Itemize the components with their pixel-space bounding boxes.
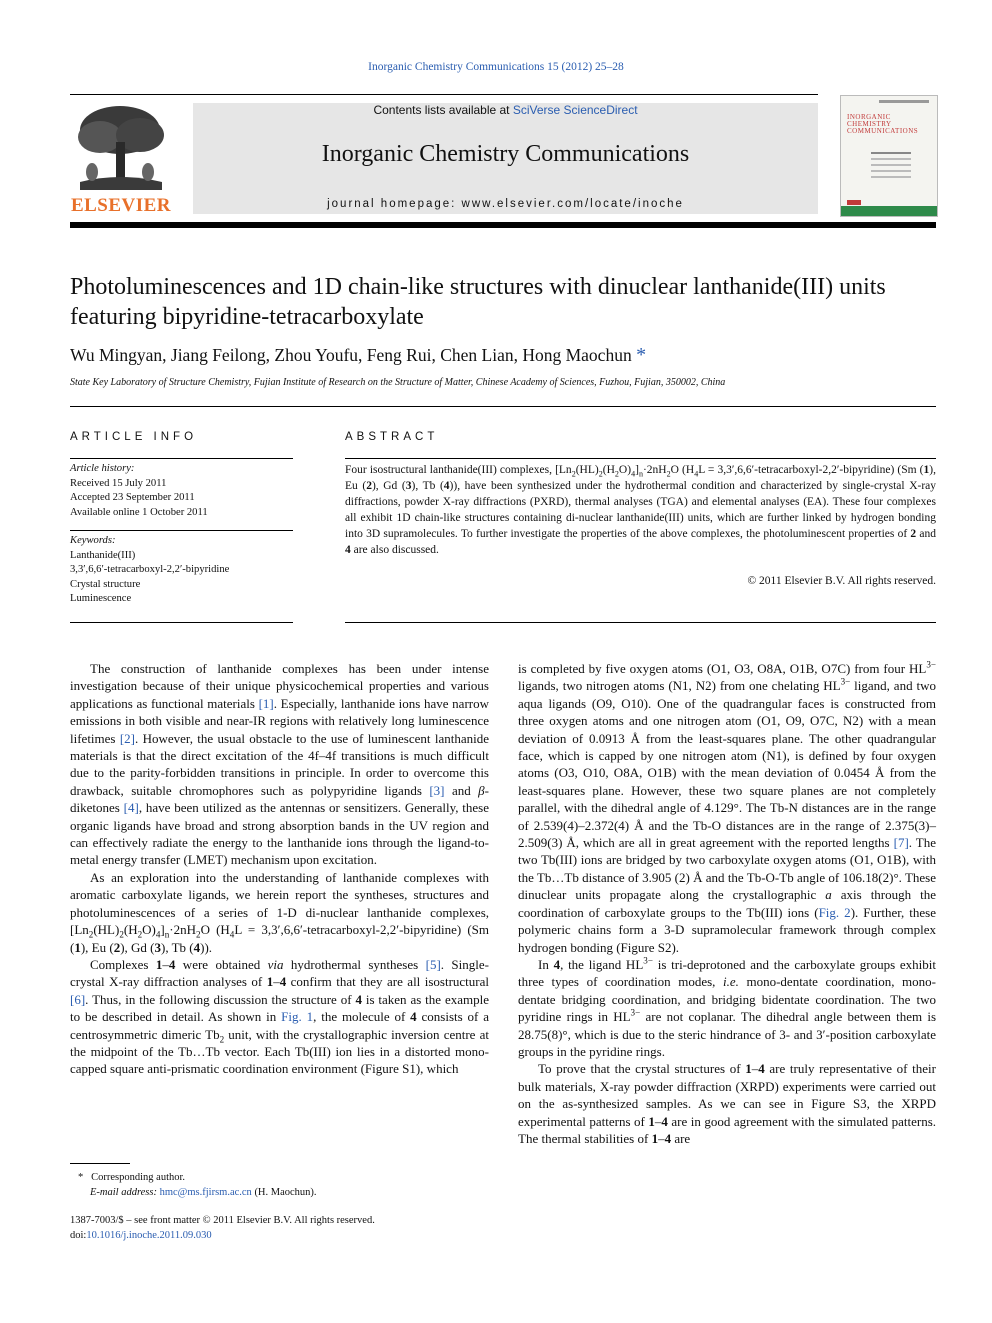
article-info-rule-mid: [70, 530, 293, 531]
bottom-info: [70, 1213, 570, 1243]
journal-cover-thumbnail: [840, 95, 938, 217]
keyword-item: Lanthanide(III): [70, 549, 136, 561]
body-paragraph: In 4, the ligand $HL^{3-}$ is tri-deprotoned and the carboxylate groups exhibit three types of coordination modes, i.e. mono-dentate coordination, mono-dentate bridging coordination, and bridging bidentate coordination. The two pyridine rings in $HL^{3-}$ are not coplanar. The dihedral angle between them is 28.75(8)°, which is due to the steric hindrance of 3- and 3′-position carboxylate groups in the pyridine rings.: [518, 955, 937, 1059]
article-info-rule-bottom: [70, 622, 293, 623]
sciencedirect-link[interactable]: SciVerse ScienceDirect: [512, 103, 638, 117]
journal-citation[interactable]: Inorganic Chemistry Communications 15 (2012) 25–28: [368, 61, 624, 73]
reference-link[interactable]: [6]: [70, 991, 86, 1007]
keyword-item: Crystal structure: [70, 578, 141, 590]
reference-link[interactable]: [1]: [258, 695, 274, 711]
corresponding-label: Corresponding author.: [91, 1172, 186, 1183]
body-paragraph: To prove that the crystal structures of 1–4 are truly representative of their bulk materials, X-ray powder diffraction (XRPD) experiments were carried out on the as-synthesized samples. As we can see in Figure S3, the XRPD experimental patterns of 1–4 are in good agreement with the simulated patterns. The thermal stabilities of 1–4 are: [518, 1061, 936, 1146]
reference-link[interactable]: [2]: [119, 730, 135, 746]
title-divider: [70, 406, 936, 407]
keywords-label: Keywords:: [70, 535, 116, 546]
journal-name: Inorganic Chemistry Communications: [321, 141, 690, 167]
header-thick-rule: [70, 222, 936, 228]
article-info-rule-top: [70, 458, 293, 459]
abstract-heading: ABSTRACT: [345, 431, 439, 443]
abstract-text: Four isostructural lanthanide(III) complexes, $[Ln_2(HL)_2(H_2O)_4]_n\cdot 2nH_2O$ ($H_4L$ = 3,3′,6,6′-tetracarboxyl-2,2′-bipyridine) (Sm (1), Eu (2), Gd (3), Tb (4)), have been synthesized under the hydrothermal condition and characterized by single-crystal X-ray diffractions, powder X-ray diffractions (PXRD), thermal analyses (TGA) and elemental analyses (EA). These four complexes all exhibit 1D chain-like structures containing di-nuclear lanthanide(III) units, which are further linked by hydrogen bonding into 3D supramolecules. To further investigate the properties of the above complexes, the photoluminescent properties of 2 and 4 are also discussed.: [345, 464, 937, 556]
article-info-heading: ARTICLE INFO: [70, 431, 198, 443]
email-owner: (H. Maochun).: [254, 1187, 317, 1198]
article-title: [70, 272, 940, 332]
keyword-item: Luminescence: [70, 593, 132, 604]
contents-line: [193, 103, 818, 117]
body-paragraph: The construction of lanthanide complexes has been under intense investigation because of their unique physicochemical properties and various applications as functional materials [1]. Especially, lanthanide ions have narrow emissions in both visible and near-IR regions with relatively long luminescence lifetimes [2]. However, the usual obstacle to the use of luminescent lanthanide materials is that the direct excitation of the 4f–4f transitions is much difficult due to the parity-forbidden transitions in principle. In order to overcome this drawback, suitable chromophores such as polypyridine ligands [3] and β-diketones [4], have been utilized as the antennas or sensitizers. Generally, these organic ligands have broad and strong absorption bands in the UV region and can effectively radiate the energy to the lanthanide ions through the ligand-to-metal energy transfer (LMET) mechanism upon excitation.: [70, 661, 490, 868]
cover-artwork-icon: [841, 96, 937, 216]
header-top-rule: [70, 94, 818, 95]
body-column-right: [518, 660, 936, 1147]
elsevier-tree-icon: [70, 102, 172, 194]
author-list: [70, 344, 940, 367]
history-label: Article history:: [70, 463, 135, 474]
figure-link[interactable]: Fig. 1: [281, 1009, 314, 1025]
authors-text: Wu Mingyan, Jiang Feilong, Zhou Youfu, Feng Rui, Chen Lian, Hong Maochun: [70, 345, 632, 365]
email-label: E-mail address:: [90, 1187, 157, 1198]
abstract-copyright: © 2011 Elsevier B.V. All rights reserved.: [747, 575, 936, 587]
body-paragraph: As an exploration into the understanding of lanthanide complexes with aromatic carboxylate ligands, we herein report the syntheses, structures and photoluminescences of a series of 1-D di-nuclear lanthanide complexes, $[Ln_2(HL)_2(H_2O)_4]_n\cdot 2nH_2O$ ($H_4L$ = 3,3′,6,6′-tetracarboxyl-2,2′-bipyridine) (Sm (1), Eu (2), Gd (3), Tb (4)).: [70, 869, 489, 955]
email-line: [78, 1185, 498, 1200]
body-paragraph: Complexes 1–4 were obtained via hydrothermal syntheses [5]. Single-crystal X-ray diffraction analyses of 1–4 confirm that they are all isostructural [6]. Thus, in the following discussion the structure of 4 is taken as the example to be described in detail. As shown in Fig. 1, the molecule of 4 consists of a centrosymmetric dimeric $Tb_2$ unit, with the crystallographic inversion centre at the midpoint of the Tb…Tb vector. Each Tb(III) ion lies in a distorted mono-capped square anti-prismatic coordination environment (Figure S1), which: [70, 956, 490, 1077]
corresponding-author-link[interactable]: *: [636, 344, 647, 366]
accepted-date: Accepted 23 September 2011: [70, 492, 195, 503]
reference-link[interactable]: [7]: [893, 835, 909, 851]
journal-homepage[interactable]: journal homepage: www.elsevier.com/locate/inoche: [327, 198, 684, 210]
reference-link[interactable]: [4]: [123, 800, 139, 816]
abstract-rule-top: [345, 458, 936, 459]
footnote-rule: [70, 1163, 130, 1164]
abstract-rule-bottom: [345, 622, 936, 623]
contents-prefix: Contents lists available at: [373, 103, 513, 117]
reference-link[interactable]: [5]: [425, 956, 441, 972]
corresponding-footnote: [78, 1170, 498, 1185]
online-date: Available online 1 October 2011: [70, 506, 208, 518]
figure-link[interactable]: Fig. 2: [818, 904, 851, 920]
article-history: [70, 462, 293, 520]
elsevier-wordmark: ELSEVIER: [70, 195, 172, 216]
footnote: [78, 1170, 498, 1200]
keyword-item: 3,3′,6,6′-tetracarboxyl-2,2′-bipyridine: [70, 564, 230, 575]
issn-line: 1387-7003/$ – see front matter © 2011 Elsevier B.V. All rights reserved.: [70, 1215, 375, 1226]
doi-line: [70, 1228, 570, 1243]
received-date: Received 15 July 2011: [70, 477, 167, 489]
affiliation: State Key Laboratory of Structure Chemistry, Fujian Institute of Research on the Structure of Matter, Chinese Academy of Sciences, Fuzhou, Fujian, 350002, China: [70, 377, 726, 388]
title-line-1: Photoluminescences and 1D chain-like structures with dinuclear lanthanide(III) units: [70, 274, 886, 300]
reference-link[interactable]: [3]: [429, 782, 445, 798]
body-paragraph: is completed by five oxygen atoms (O1, O3, O8A, O1B, O7C) from four $HL^{3-}$ ligands, two nitrogen atoms (N1, N2) from one chelating $HL^{3-}$ ligand, and two aqua ligands (O9, O10). One of the quadrangular faces is constructed from three oxygen atoms and one nitrogen atom (O1, O9, O7C, N2) with a mean deviation of 0.0913 Å from the least-squares plane. The other quadrangular face, which is capped by one nitrogen atom (N1), is defined by four oxygen atoms (O3, O10, O8A, O1B) with the mean deviation of 0.0454 Å from the least-squares plane. However, these two square planes are not completely parallel, with the dihedral angle of 4.129°. The Tb-N distances are in the range of 2.539(4)–2.372(4) Å and the Tb-O distances are in the range of 2.375(3)–2.509(3) Å, which are all in great agreement with the reported lengths [7]. The two Tb(III) ions are bridged by two carboxylate oxygen atoms (O1, O1B), with the Tb…Tb distance of 3.905 (2) Å and the Tb-O-Tb angle of 106.18(2)°. These dinuclear units propagate along the crystallographic a axis through the coordination of carboxylate groups to the Tb(III) ions (Fig. 2). Further, these polymeric chains form a 3-D supramolecular framework through complex hydrogen bonding (Figure S2).: [518, 659, 937, 955]
title-line-2: featuring bipyridine-tetracarboxylate: [70, 304, 424, 330]
footnote-mark: *: [78, 1172, 84, 1183]
email-link[interactable]: hmc@ms.fjirsm.ac.cn: [159, 1187, 252, 1198]
cover-title: INORGANIC CHEMISTRY COMMUNICATIONS: [847, 113, 919, 135]
doi-link[interactable]: 10.1016/j.inoche.2011.09.030: [86, 1230, 212, 1241]
doi-label: doi:: [70, 1230, 87, 1241]
keywords-block: [70, 534, 293, 607]
elsevier-logo: [70, 102, 172, 214]
body-column-left: [70, 660, 489, 1078]
